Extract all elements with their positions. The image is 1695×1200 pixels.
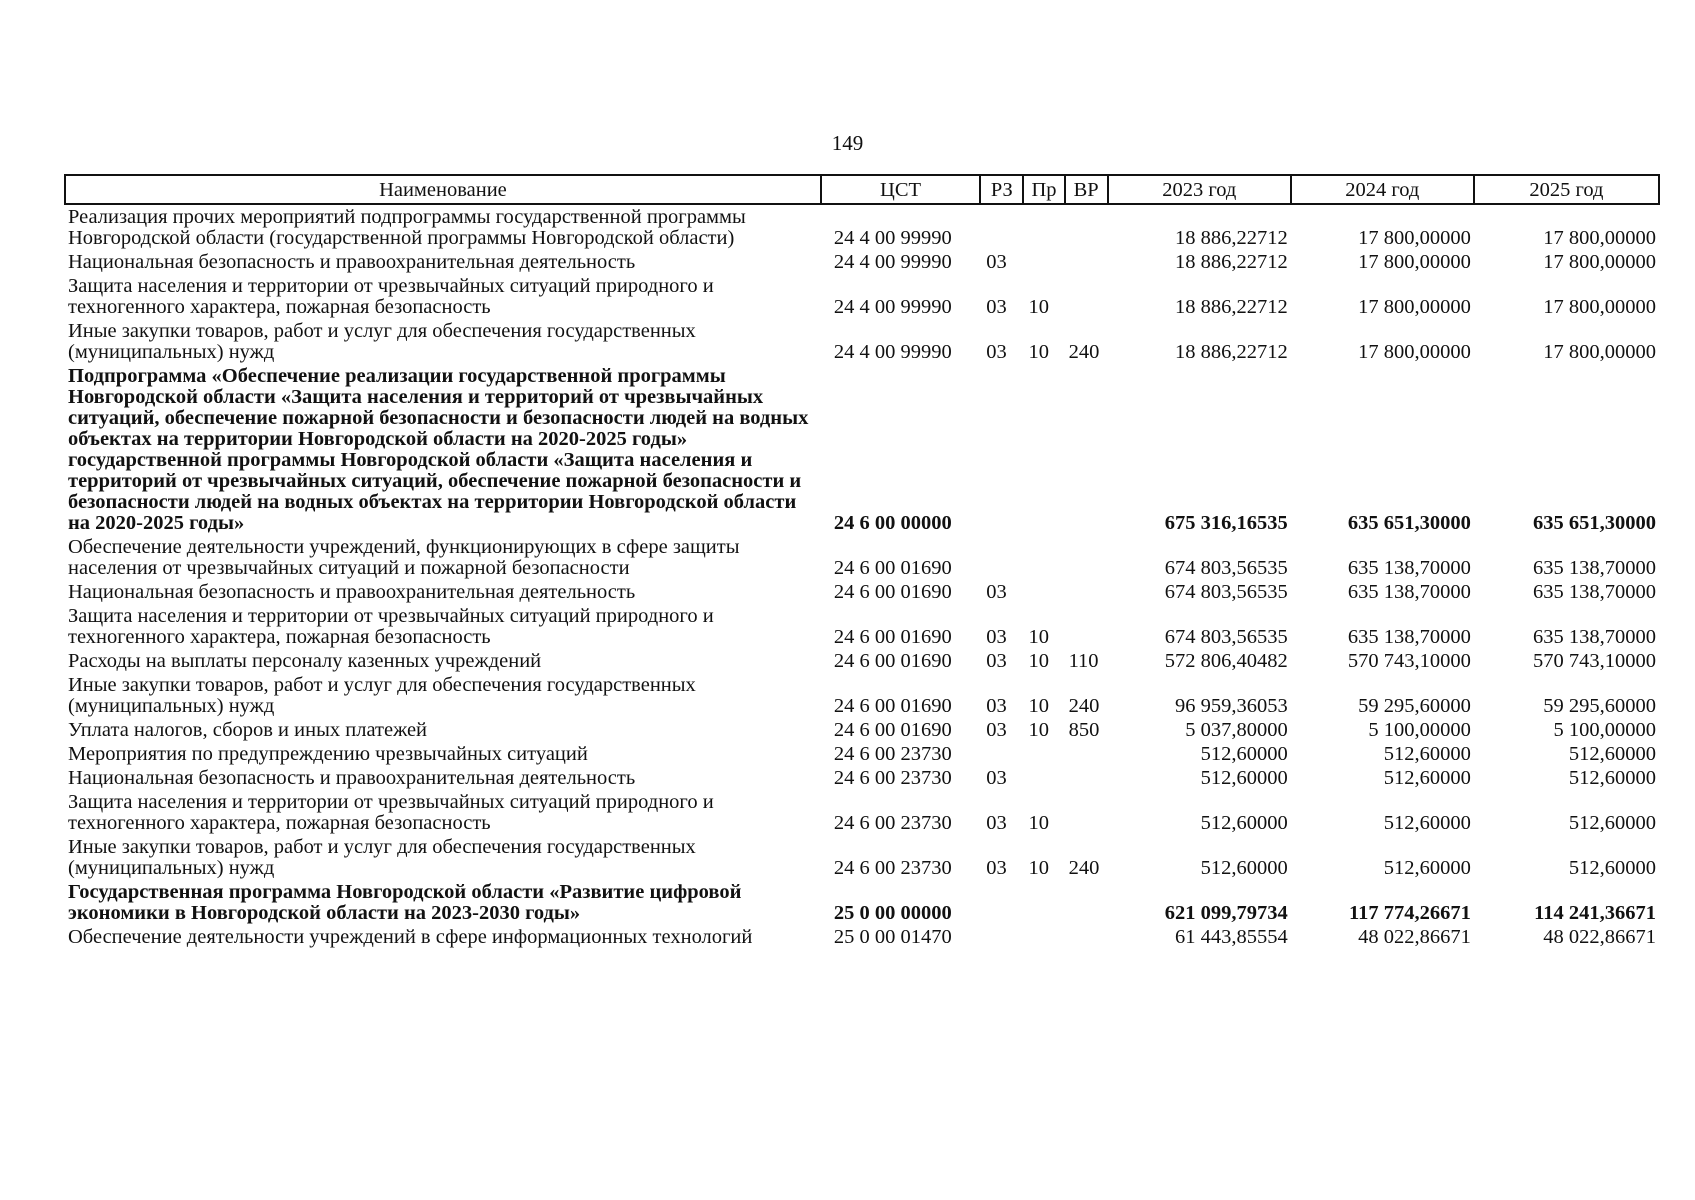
row-vr: 240: [1068, 695, 1100, 717]
row-vr: 240: [1068, 341, 1100, 363]
header-pr: Пр: [1023, 175, 1064, 204]
row-value-2024: 17 800,00000: [1358, 251, 1471, 273]
row-rz: [980, 744, 1023, 768]
row-value-2023: 61 443,85554: [1175, 926, 1288, 948]
row-value-2023: 674 803,56535: [1164, 557, 1288, 579]
row-value-2025: 17 800,00000: [1543, 227, 1656, 249]
row-name: Мероприятия по предупреждению чрезвычайных ситуаций: [68, 743, 588, 765]
table-row: [65, 837, 1659, 882]
row-rz: 03: [986, 812, 1007, 834]
row-value-2024: 570 743,10000: [1347, 650, 1471, 672]
row-cst: 24 6 00 01690: [833, 650, 952, 672]
row-value-2023: 5 037,80000: [1185, 719, 1288, 741]
row-pr: [1023, 768, 1064, 792]
row-name: Иные закупки товаров, работ и услуг для обеспечения государственных (муниципальных) нужд: [68, 674, 696, 717]
table-row: [65, 606, 1659, 651]
row-value-2023: 621 099,79734: [1164, 902, 1288, 924]
row-value-2024: 48 022,86671: [1358, 926, 1471, 948]
row-cst: 24 6 00 23730: [833, 857, 952, 879]
row-value-2025: 635 651,30000: [1533, 512, 1656, 534]
header-2025: 2025 год: [1474, 175, 1659, 204]
row-vr: [1065, 927, 1108, 951]
table-row: [65, 768, 1659, 792]
row-value-2025: 635 138,70000: [1533, 626, 1656, 648]
row-value-2023: 18 886,22712: [1175, 341, 1288, 363]
row-value-2023: 18 886,22712: [1175, 227, 1288, 249]
row-value-2025: 5 100,00000: [1553, 719, 1656, 741]
table-row: [65, 321, 1659, 366]
header-2023: 2023 год: [1108, 175, 1291, 204]
row-vr: [1065, 882, 1108, 927]
row-vr: [1065, 792, 1108, 837]
row-value-2025: 570 743,10000: [1533, 650, 1656, 672]
budget-table: [64, 174, 1660, 951]
row-value-2023: 512,60000: [1200, 857, 1288, 879]
row-vr: [1065, 606, 1108, 651]
row-cst: 24 4 00 99990: [833, 227, 952, 249]
row-value-2024: 59 295,60000: [1358, 695, 1471, 717]
row-pr: [1023, 252, 1064, 276]
row-name: Государственная программа Новгородской области «Развитие цифровой экономики в Новгородской области на 2023-2030 годы»: [68, 881, 742, 924]
row-pr: 10: [1028, 719, 1049, 741]
row-name: Расходы на выплаты персоналу казенных учреждений: [68, 650, 542, 672]
row-cst: 24 6 00 01690: [833, 557, 952, 579]
table-row: [65, 366, 1659, 537]
row-value-2023: 674 803,56535: [1164, 581, 1288, 603]
header-vr: ВР: [1065, 175, 1108, 204]
row-value-2023: 675 316,16535: [1164, 512, 1288, 534]
row-rz: 03: [986, 626, 1007, 648]
page-number: 149: [831, 131, 864, 155]
row-value-2024: 512,60000: [1383, 857, 1471, 879]
row-pr: [1023, 204, 1064, 252]
row-rz: [980, 927, 1023, 951]
header-row: [65, 175, 1659, 204]
row-name: Защита населения и территории от чрезвычайных ситуаций природного и техногенного характера, пожарная безопасность: [68, 275, 714, 318]
row-rz: 03: [986, 695, 1007, 717]
row-pr: [1023, 537, 1064, 582]
row-vr: 850: [1068, 719, 1100, 741]
row-cst: 24 6 00 00000: [833, 512, 952, 534]
row-pr: [1023, 366, 1064, 537]
row-rz: 03: [986, 341, 1007, 363]
row-cst: 24 4 00 99990: [833, 341, 952, 363]
row-value-2025: 17 800,00000: [1543, 341, 1656, 363]
row-vr: [1065, 768, 1108, 792]
row-rz: 03: [986, 251, 1007, 273]
row-value-2025: 48 022,86671: [1543, 926, 1656, 948]
row-pr: 10: [1028, 812, 1049, 834]
row-pr: 10: [1028, 857, 1049, 879]
table-row: [65, 651, 1659, 675]
row-value-2025: 17 800,00000: [1543, 251, 1656, 273]
row-value-2025: 512,60000: [1568, 767, 1656, 789]
row-value-2023: 96 959,36053: [1175, 695, 1288, 717]
row-pr: 10: [1028, 695, 1049, 717]
row-value-2024: 635 138,70000: [1347, 557, 1471, 579]
row-name: Национальная безопасность и правоохранительная деятельность: [68, 767, 636, 789]
row-name: Иные закупки товаров, работ и услуг для обеспечения государственных (муниципальных) нужд: [68, 836, 696, 879]
row-value-2025: 635 138,70000: [1533, 557, 1656, 579]
row-pr: 10: [1028, 296, 1049, 318]
row-rz: 03: [986, 767, 1007, 789]
table-row: [65, 582, 1659, 606]
row-pr: 10: [1028, 626, 1049, 648]
row-value-2024: 17 800,00000: [1358, 296, 1471, 318]
row-value-2024: 17 800,00000: [1358, 341, 1471, 363]
header-rz: РЗ: [980, 175, 1023, 204]
row-value-2025: 512,60000: [1568, 812, 1656, 834]
row-value-2024: 512,60000: [1383, 767, 1471, 789]
header-2024: 2024 год: [1291, 175, 1474, 204]
row-value-2023: 18 886,22712: [1175, 251, 1288, 273]
row-vr: [1065, 276, 1108, 321]
row-cst: 24 6 00 23730: [833, 743, 952, 765]
row-value-2024: 5 100,00000: [1368, 719, 1471, 741]
table-body: [65, 204, 1659, 951]
table-row: [65, 276, 1659, 321]
row-value-2025: 114 241,36671: [1534, 902, 1656, 924]
row-pr: [1023, 882, 1064, 927]
row-value-2024: 512,60000: [1383, 743, 1471, 765]
row-rz: 03: [986, 296, 1007, 318]
row-name: Защита населения и территории от чрезвычайных ситуаций природного и техногенного характера, пожарная безопасность: [68, 791, 714, 834]
row-name: Подпрограмма «Обеспечение реализации государственной программы Новгородской области «Защита населения и территорий от чрезвычайных ситуаций, обеспечение пожарной безопасности и безопасности людей на водных объектах на территории Новгородской области на 2020-2025 годы» государственной программы Новгородской области «Защита населения и территорий от чрезвычайных ситуаций, обеспечение пожарной безопасности и безопасности людей на водных объектах на территории Новгородской области на 2020-2025 годы»: [68, 365, 809, 534]
row-value-2023: 572 806,40482: [1164, 650, 1288, 672]
row-rz: 03: [986, 650, 1007, 672]
row-name: Уплата налогов, сборов и иных платежей: [68, 719, 428, 741]
row-rz: [980, 366, 1023, 537]
row-value-2024: 117 774,26671: [1348, 902, 1471, 924]
row-cst: 25 0 00 00000: [833, 902, 952, 924]
row-cst: 24 4 00 99990: [833, 251, 952, 273]
row-value-2023: 674 803,56535: [1164, 626, 1288, 648]
table-row: [65, 720, 1659, 744]
table-row: [65, 252, 1659, 276]
row-value-2023: 512,60000: [1200, 743, 1288, 765]
row-value-2023: 512,60000: [1200, 812, 1288, 834]
row-cst: 24 6 00 01690: [833, 695, 952, 717]
table-row: [65, 882, 1659, 927]
row-vr: 110: [1068, 650, 1099, 672]
row-name: Национальная безопасность и правоохранительная деятельность: [68, 251, 636, 273]
row-vr: [1065, 582, 1108, 606]
row-value-2025: 59 295,60000: [1543, 695, 1656, 717]
row-pr: 10: [1028, 650, 1049, 672]
row-value-2025: 512,60000: [1568, 857, 1656, 879]
table-row: [65, 204, 1659, 252]
row-value-2025: 17 800,00000: [1543, 296, 1656, 318]
row-pr: 10: [1028, 341, 1049, 363]
row-name: Национальная безопасность и правоохранительная деятельность: [68, 581, 636, 603]
row-name: Защита населения и территории от чрезвычайных ситуаций природного и техногенного характера, пожарная безопасность: [68, 605, 714, 648]
row-vr: 240: [1068, 857, 1100, 879]
row-value-2024: 512,60000: [1383, 812, 1471, 834]
table-row: [65, 744, 1659, 768]
row-name: Иные закупки товаров, работ и услуг для обеспечения государственных (муниципальных) нужд: [68, 320, 696, 363]
row-vr: [1065, 744, 1108, 768]
row-value-2023: 512,60000: [1200, 767, 1288, 789]
row-cst: 24 6 00 23730: [833, 767, 952, 789]
row-value-2024: 635 138,70000: [1347, 581, 1471, 603]
row-vr: [1065, 204, 1108, 252]
header-name: Наименование: [65, 175, 821, 204]
row-value-2024: 635 651,30000: [1347, 512, 1471, 534]
row-value-2025: 512,60000: [1568, 743, 1656, 765]
row-value-2025: 635 138,70000: [1533, 581, 1656, 603]
row-cst: 24 6 00 01690: [833, 626, 952, 648]
row-rz: 03: [986, 719, 1007, 741]
row-rz: 03: [986, 581, 1007, 603]
row-value-2024: 635 138,70000: [1347, 626, 1471, 648]
row-rz: [980, 537, 1023, 582]
row-cst: 24 4 00 99990: [833, 296, 952, 318]
row-vr: [1065, 537, 1108, 582]
row-pr: [1023, 927, 1064, 951]
table-row: [65, 792, 1659, 837]
row-vr: [1065, 252, 1108, 276]
row-name: Обеспечение деятельности учреждений в сфере информационных технологий: [68, 926, 753, 948]
row-pr: [1023, 582, 1064, 606]
row-pr: [1023, 744, 1064, 768]
row-rz: 03: [986, 857, 1007, 879]
row-cst: 24 6 00 01690: [833, 719, 952, 741]
row-name: Реализация прочих мероприятий подпрограммы государственной программы Новгородской области (государственной программы Новгородской области): [68, 206, 746, 249]
row-cst: 24 6 00 23730: [833, 812, 952, 834]
row-cst: 24 6 00 01690: [833, 581, 952, 603]
table-row: [65, 675, 1659, 720]
table-row: [65, 927, 1659, 951]
row-rz: [980, 204, 1023, 252]
row-name: Обеспечение деятельности учреждений, функционирующих в сфере защиты населения от чрезвычайных ситуаций и пожарной безопасности: [68, 536, 740, 579]
row-value-2023: 18 886,22712: [1175, 296, 1288, 318]
header-cst: ЦСТ: [821, 175, 980, 204]
row-vr: [1065, 366, 1108, 537]
row-cst: 25 0 00 01470: [833, 926, 952, 948]
row-rz: [980, 882, 1023, 927]
table-row: [65, 537, 1659, 582]
row-value-2024: 17 800,00000: [1358, 227, 1471, 249]
